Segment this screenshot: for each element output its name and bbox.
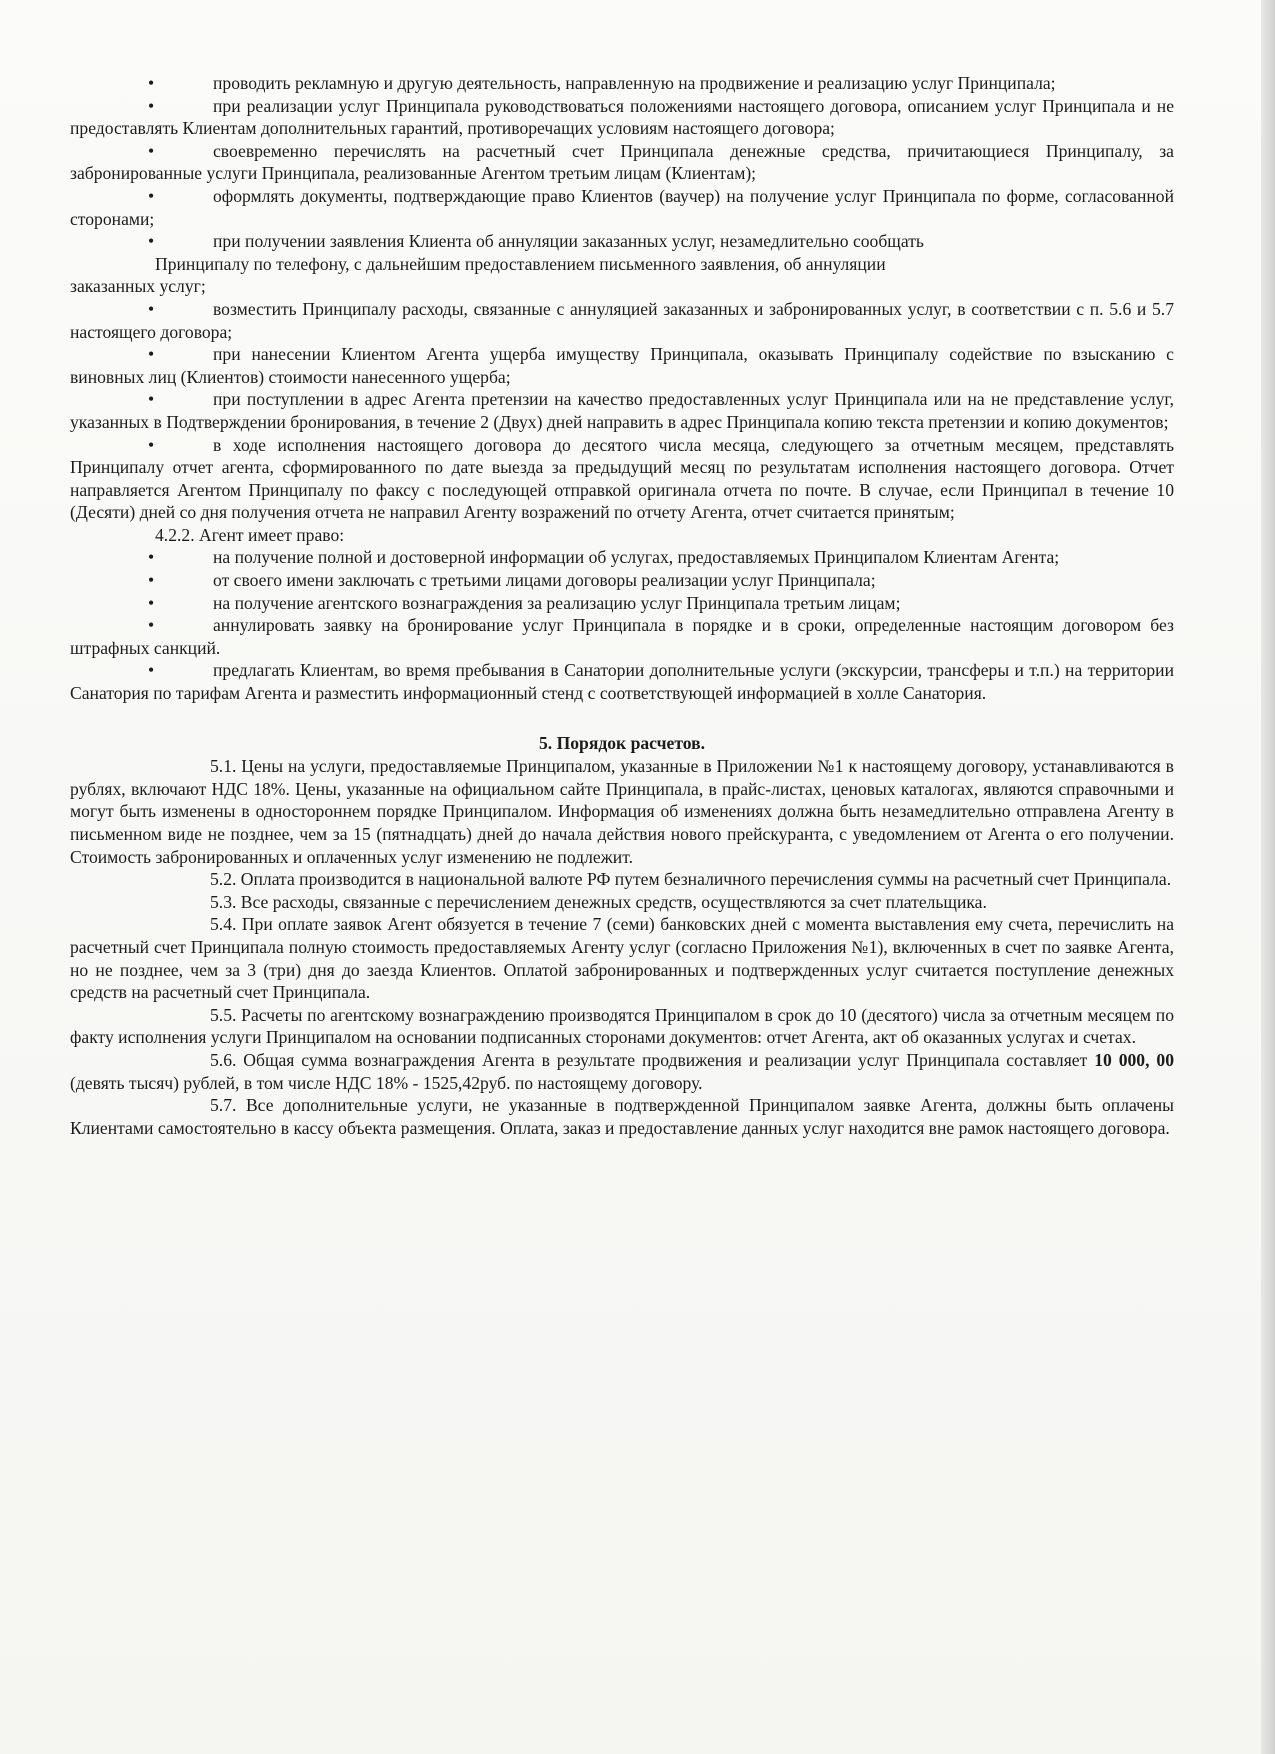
clause-5-7: 5.7. Все дополнительные услуги, не указанные в подтвержденной Принципалом заявке Агента, должны быть оплачены Клиентами самостоятельно в кассу объекта размещения. Оплата, заказ и предоставление данных услуг находится вне рамок настоящего договора. [70, 1095, 1174, 1138]
clause-5-1: 5.1. Цены на услуги, предоставляемые Принципалом, указанные в Приложении №1 к настоящему договору, устанавливаются в рублях, включают НДС 18%. Цены, указанные на официальном сайте Принципала, в прайс-листах, ценовых каталогах, являются справочными и могут быть изменены в одностороннем порядке Принципалом. Информация об изменениях должна быть незамедлительно отправлена Агенту в письменном виде не позднее, чем за 15 (пятнадцать) дней до начала действия нового прейскуранта, с уведомлением от Агента о его получении. Стоимость забронированных и оплаченных услуг изменению не подлежит. [70, 756, 1174, 867]
list-item: • проводить рекламную и другую деятельность, направленную на продвижение и реализацию услуг Принципала; [148, 73, 1056, 93]
list-item: • оформлять документы, подтверждающие право Клиентов (ваучер) на получение услуг Принципала по форме, согласованной сторонами; [70, 185, 1174, 229]
bullet-icon: • [148, 231, 155, 252]
bullet-icon: • [148, 434, 155, 455]
bullet-icon: • [148, 389, 155, 410]
bullet-icon: • [148, 547, 155, 568]
list-item: • возместить Принципалу расходы, связанные с аннуляцией заказанных и забронированных услуг, в соответствии с п. 5.6 и 5.7 настоящего договора; [70, 298, 1174, 342]
clause-5-6: 5.6. Общая сумма вознаграждения Агента в результате продвижения и реализации услуг Принципала составляет 10 000, 00 (девять тысяч) рублей, в том числе НДС 18% - 1525,42руб. по настоящему договору. [70, 1049, 1174, 1093]
list-item: • своевременно перечислять на расчетный счет Принципала денежные средства, причитающиеся Принципалу, за забронированные услуги Принципала, реализованные Агентом третьим лицам (Клиентам); [70, 140, 1174, 184]
list-item: • при поступлении в адрес Агента претензии на качество предоставленных услуг Принципала или на не представление услуг, указанных в Подтверждении бронирования, в течение 2 (Двух) дней направить в адрес Принципала копию текста претензии и копию документов; [70, 389, 1174, 432]
bullet-icon: • [148, 185, 155, 206]
clause-5-4: 5.4. При оплате заявок Агент обязуется в течение 7 (семи) банковских дней с момента выставления ему счета, перечислить на расчетный счет Принципала полную стоимость предоставляемых Агенту услуг (согласно Приложения №1), включенных в счет по заявке Агента, но не позднее, чем за 3 (три) дня до заезда Клиентов. Оплатой забронированных и подтвержденных услуг считается поступление денежных средств на расчетный счет Принципала. [70, 914, 1174, 1003]
bullet-icon: • [148, 298, 155, 319]
bullet-icon: • [148, 615, 155, 636]
list-item: • от своего имени заключать с третьими лицами договоры реализации услуг Принципала; [148, 570, 876, 591]
annul-continuation-end: заказанных услуг; [70, 276, 206, 297]
list-item: • аннулировать заявку на бронирование услуг Принципала в порядке и в сроки, определенные настоящим договором без штрафных санкций. [70, 615, 1174, 658]
scan-page-edge [1261, 0, 1275, 1754]
list-item: • в ходе исполнения настоящего договора до десятого числа месяца, следующего за отчетным месяцем, представлять Принципалу отчет агента, сформированного по дате выезда за предыдущий месяц по результатам исполнения настоящего договора. Отчет направляется Агентом Принципалу по факсу с последующей отправкой оригинала отчета по почте. В случае, если Принципал в течение 10 (Десяти) дней со дня получения отчета не направил Агенту возражений по отчету Агента, отчет считается принятым; [70, 434, 1174, 523]
annul-continuation: Принципалу по телефону, с дальнейшим предоставлением письменного заявления, об аннуляции [155, 253, 886, 274]
rights-title: 4.2.2. Агент имеет право: [155, 524, 345, 545]
bullet-icon: • [148, 660, 155, 681]
bullet-icon: • [148, 95, 155, 116]
bullet-icon: • [148, 140, 155, 161]
contract-text [70, 72, 1174, 1139]
list-item: • при нанесении Клиентом Агента ущерба имуществу Принципала, оказывать Принципалу содействие по взысканию с виновных лиц (Клиентов) стоимости нанесенного ущерба; [70, 344, 1174, 387]
clause-5-3: 5.3. Все расходы, связанные с перечислением денежных средств, осуществляются за счет плательщика. [210, 891, 987, 912]
list-item: • при реализации услуг Принципала руководствоваться положениями настоящего договора, описанием услуг Принципала и не предоставлять Клиентам дополнительных гарантий, противоречащих условиям настоящего договора; [70, 95, 1174, 139]
list-item: • на получение полной и достоверной информации об услугах, предоставляемых Принципалом Клиентам Агента; [148, 547, 1060, 568]
list-item: • на получение агентского вознаграждения за реализацию услуг Принципала третьим лицам; [148, 592, 901, 613]
list-item: • предлагать Клиентам, во время пребывания в Санатории дополнительные услуги (экскурсии, трансферы и т.п.) на территории Санатория по тарифам Агента и разместить информационный стенд с соответствующей информацией в холле Санатория. [70, 660, 1174, 704]
reward-amount: 10 000, 00 [1094, 1049, 1174, 1070]
clause-5-2: 5.2. Оплата производится в национальной валюте РФ путем безналичного перечисления суммы на расчетный счет Принципала. [210, 869, 1172, 890]
bullet-icon: • [148, 73, 155, 93]
bullet-icon: • [148, 592, 155, 613]
section-title: 5. Порядок расчетов. [538, 732, 706, 753]
clause-5-5: 5.5. Расчеты по агентскому вознаграждению производятся Принципалом в срок до 10 (десятого) числа за отчетным месяцем по факту исполнения услуги Принципалом на основании подписанных сторонами документов: отчет Агента, акт об оказанных услугах и счетах. [70, 1004, 1174, 1048]
scan-fold-line [0, 0, 88, 12]
bullet-icon: • [148, 344, 155, 365]
list-item: • при получении заявления Клиента об аннуляции заказанных услуг, незамедлительно сообщать [148, 231, 924, 252]
bullet-icon: • [148, 570, 155, 591]
